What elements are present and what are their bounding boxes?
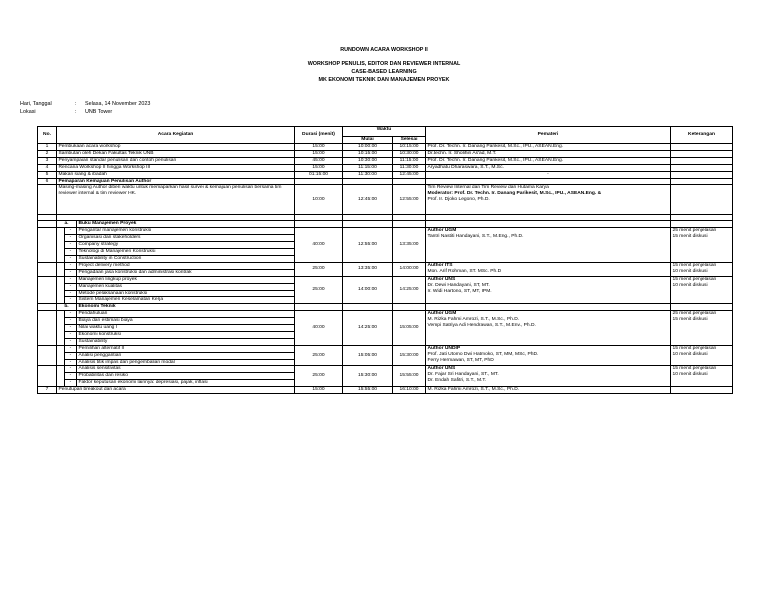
table-row: [38, 150, 733, 157]
doc-subtitle-1: WORKSHOP PENULIS, EDITOR DAN REVIEWER INTERNAL: [307, 61, 461, 67]
item-dash: -: [65, 228, 77, 235]
keterangan-line: 10 menit diskusi: [672, 372, 708, 378]
author-name: Dr. Endah Safitri, S.T., M.T.: [427, 378, 487, 384]
row-no: 4: [38, 164, 57, 171]
rundown-table: [37, 126, 733, 394]
row-no: [38, 345, 57, 366]
item-dash: -: [65, 255, 77, 262]
row-pemateri: [426, 304, 671, 311]
location-colon: :: [75, 109, 77, 115]
topic-item: Manajemen kualitas: [77, 283, 295, 290]
row-pemateri: [426, 262, 671, 276]
topic-item: Pemilihan alternatif II: [77, 345, 295, 352]
topic-item: Analisi penggantian: [77, 352, 295, 359]
row-keterangan: [671, 228, 733, 263]
row-selesai: [393, 221, 426, 228]
topic-item: Probabilitas dan resiko: [77, 373, 295, 380]
row-durasi: 15:00: [295, 150, 343, 157]
row-keterangan: [671, 221, 733, 228]
row-keterangan: [671, 262, 733, 276]
row-pemateri: [426, 221, 671, 228]
header-waktu: Waktu: [343, 127, 426, 137]
table-row: [38, 144, 733, 151]
author-name: Tantri Nastiti Handayani, S.T., M.Eng., Ph.D.: [427, 234, 524, 240]
topic-item: Sistem Manajemen Keselamatan Kerja: [77, 297, 295, 304]
table-row: [38, 345, 733, 352]
row-selesai: 11:30:00: [393, 164, 426, 171]
topic-item: Manajemen lingkup proyek: [77, 276, 295, 283]
row-selesai: 15:05:00: [393, 311, 426, 346]
row-no: 7: [38, 387, 57, 394]
info-location: [20, 109, 112, 116]
row-no: 6: [38, 178, 57, 185]
row-keterangan: [671, 150, 733, 157]
row-selesai: 10:30:00: [393, 150, 426, 157]
item-dash: -: [65, 359, 77, 366]
section-letter: a.: [57, 221, 77, 228]
row-acara: Penutupan breakout dan acara: [57, 387, 295, 394]
row-pemateri: [426, 178, 671, 185]
info-date: [20, 101, 150, 108]
row-no: [38, 366, 57, 387]
row-selesai: 13:35:00: [393, 228, 426, 263]
author-name: Ir. Widi Hartono, ST, MT, IPM.: [427, 288, 492, 294]
date-label: Hari, Tanggal: [20, 101, 52, 107]
keterangan-line: 25 menit penjelasan: [672, 311, 717, 317]
table-row: [38, 311, 733, 318]
header-selesai: Selesai: [393, 137, 426, 144]
item-dash: -: [65, 325, 77, 332]
item-dash: -: [65, 331, 77, 338]
topic-item: Company strategy: [77, 242, 295, 249]
row-acara: Makan siang & ibadah: [57, 171, 295, 178]
author-name: Vempi Satriya Adi Hendrawan, S.T., M.Env., Ph.D.: [427, 323, 536, 329]
author-name: Prof. Jati Utomo Dwi Hatmoko, ST, MM, MSc, PhD.: [427, 351, 539, 357]
row-mulai: 11:15:00: [343, 164, 393, 171]
keterangan-line: 15 menit penjelasan: [672, 345, 717, 351]
table-row: [38, 276, 733, 283]
row-pemateri: [426, 185, 671, 215]
row-durasi: 25:00: [295, 276, 343, 304]
item-dash: -: [65, 338, 77, 345]
header-mulai: Mulai: [343, 137, 393, 144]
table-row: [38, 221, 733, 228]
row-keterangan: [671, 178, 733, 185]
row-pemateri: [426, 276, 671, 304]
row-selesai: 12:45:00: [393, 171, 426, 178]
row-no: [38, 185, 57, 215]
row-keterangan: [671, 276, 733, 304]
indent-cell: [57, 228, 65, 263]
header-pemateri: Pemateri: [426, 127, 671, 144]
row-mulai: 12:55:00: [343, 228, 393, 263]
row-pemateri: Prof. Dr. Techn. Ir. Danang Parikesit, M.Sc., IPU., ASEAN.Eng.: [426, 157, 671, 164]
row-no: [38, 228, 57, 263]
item-dash: -: [65, 283, 77, 290]
pemateri-line: Tim Review Internal dan Tim Review dari Hutama Karya: [427, 185, 549, 191]
row-mulai: 11:30:00: [343, 171, 393, 178]
author-name: Ferry Hermawan, ST, MT, PhD: [427, 357, 494, 363]
row-pemateri: -: [426, 171, 671, 178]
table-row: [38, 304, 733, 311]
rundown-body: [38, 127, 733, 394]
row-durasi: [295, 178, 343, 185]
location-value: UNB Tower: [85, 109, 113, 115]
row-acara-heading: Pemaparan Kemajuan Penulisan Author: [57, 178, 295, 185]
row-durasi: 40:00: [295, 228, 343, 263]
row-no: [38, 262, 57, 276]
row-acara: Penyampaian standar penulisan dan contoh penulisan: [57, 157, 295, 164]
row-mulai: 14:25:00: [343, 311, 393, 346]
topic-item: Analisis titik impas dan pengembalian modal: [77, 359, 295, 366]
row-mulai: 15:05:00: [343, 345, 393, 366]
author-label: Author UGM: [427, 228, 457, 234]
author-name: Mon. Arif Rohman, ST. MSc. Ph.D: [427, 268, 502, 274]
row-durasi: 01:15:00: [295, 171, 343, 178]
row-mulai: 14:00:00: [343, 276, 393, 304]
row-mulai: 15:55:00: [343, 387, 393, 394]
topic-item: Sustainability: [77, 338, 295, 345]
item-dash: -: [65, 345, 77, 352]
row-durasi: 25:00: [295, 345, 343, 366]
topic-item: Teknologi di Manajemen Konstruksi: [77, 249, 295, 256]
topic-item: Faktor keputusan ekonomi lainnya: depresiasi, pajak, inflasi: [77, 380, 295, 387]
row-durasi: 15:00: [295, 144, 343, 151]
row-keterangan: [671, 171, 733, 178]
date-colon: :: [75, 101, 77, 107]
row-selesai: 15:55:00: [393, 366, 426, 387]
row-durasi: 25:00: [295, 366, 343, 387]
row-selesai: 16:10:00: [393, 387, 426, 394]
author-name: Dr. Fajar Sri Handayani, ST., MT.: [427, 372, 499, 378]
row-no: [38, 311, 57, 346]
row-mulai: 15:30:00: [343, 366, 393, 387]
topic-item: Organisasi dan stakeholders: [77, 235, 295, 242]
row-no: 2: [38, 150, 57, 157]
keterangan-line: 25 menit penjelasan: [672, 228, 717, 234]
row-keterangan: [671, 304, 733, 311]
row-acara-desc: Masing-masing Author diberi waktu untuk memaparkan hasil survei & kemajuan penulisan bersama tim reviewer internal & tim reviewer HK.: [57, 185, 295, 215]
author-name: Dr. Dewi Handayani, ST, MT.: [427, 282, 490, 288]
keterangan-line: 15 menit penjelasan: [672, 366, 717, 372]
row-durasi: 40:00: [295, 311, 343, 346]
row-pemateri: [426, 311, 671, 346]
row-keterangan: [671, 185, 733, 215]
row-no: 3: [38, 157, 57, 164]
item-dash: -: [65, 366, 77, 373]
row-mulai: [343, 178, 393, 185]
row-no: [38, 221, 57, 228]
row-selesai: [393, 178, 426, 185]
row-no: 1: [38, 144, 57, 151]
topic-item: Sustainability in Construction: [77, 255, 295, 262]
table-row: [38, 228, 733, 235]
table-row: [38, 157, 733, 164]
keterangan-line: 10 menit diskusi: [672, 282, 708, 288]
row-keterangan: [671, 157, 733, 164]
section-title: Buku Manajemen Proyek: [77, 221, 295, 228]
item-dash: -: [65, 352, 77, 359]
header-acara: Acara Kegiatan: [57, 127, 295, 144]
row-selesai: 14:00:00: [393, 262, 426, 276]
row-mulai: 12:45:00: [343, 185, 393, 215]
row-selesai: 10:15:00: [393, 144, 426, 151]
author-label: Author UNS: [427, 276, 456, 282]
row-selesai: 11:15:00: [393, 157, 426, 164]
item-dash: -: [65, 290, 77, 297]
item-dash: -: [65, 318, 77, 325]
item-dash: -: [65, 297, 77, 304]
topic-item: Ekonomi konstruksi: [77, 331, 295, 338]
row-keterangan: [671, 144, 733, 151]
topic-item: Pengantar manajemen konstruksi: [77, 228, 295, 235]
author-label: Author UGM: [427, 311, 457, 317]
row-mulai: [343, 221, 393, 228]
doc-subtitle-2: CASE-BASED LEARNING: [351, 69, 417, 75]
doc-title: RUNDOWN ACARA WORKSHOP II: [340, 47, 428, 53]
row-pemateri: M. Rizka Fahmi Amrozi, S.T., M.Sc., Ph.D.: [426, 387, 671, 394]
keterangan-line: 15 menit penjelasan: [672, 262, 717, 268]
header-keterangan: Keterangan: [671, 127, 733, 144]
item-dash: -: [65, 373, 77, 380]
topic-item: Pendahuluan: [77, 311, 295, 318]
section-title: Ekonomi Teknik: [77, 304, 295, 311]
table-row: [38, 366, 733, 373]
indent-cell: [57, 366, 65, 387]
topic-item: Nilai waktu uang I: [77, 325, 295, 332]
keterangan-line: 15 menit diskusi: [672, 317, 708, 323]
row-durasi: 15:00: [295, 387, 343, 394]
indent-cell: [57, 276, 65, 304]
row-selesai: 15:30:00: [393, 345, 426, 366]
topic-item: Pengadaan jasa konstruksi dan administrasi kontrak: [77, 269, 295, 276]
item-dash: -: [65, 380, 77, 387]
row-keterangan: [671, 366, 733, 387]
author-label: Author UNS: [427, 366, 456, 372]
row-keterangan: [671, 345, 733, 366]
table-row: [38, 387, 733, 394]
row-mulai: [343, 304, 393, 311]
location-label: Lokasi: [20, 109, 36, 115]
indent-cell: [57, 345, 65, 366]
table-row: [38, 164, 733, 171]
row-durasi: 45:00: [295, 157, 343, 164]
row-durasi: 15:00: [295, 164, 343, 171]
row-no: 5: [38, 171, 57, 178]
table-row: [38, 185, 733, 215]
item-dash: -: [65, 249, 77, 256]
topic-item: Project delivery method: [77, 262, 295, 269]
table-row: [38, 262, 733, 269]
row-selesai: 14:25:00: [393, 276, 426, 304]
row-mulai: 10:00:00: [343, 144, 393, 151]
row-keterangan: [671, 164, 733, 171]
row-mulai: 10:15:00: [343, 150, 393, 157]
row-pemateri: Prof. Dr. Techn. Ir. Danang Parikesit, M.Sc., IPU., ASEAN.Eng.: [426, 144, 671, 151]
pemateri-moderator: Moderator: Prof. Dr. Techn. Ir. Danang Parikesit, M.Sc., IPU., ASEAN.Eng. &: [427, 191, 602, 197]
row-acara: Sambutan oleh Dekan Fakultas Teknik UNB: [57, 150, 295, 157]
row-mulai: 13:35:00: [343, 262, 393, 276]
item-dash: -: [65, 269, 77, 276]
row-keterangan: [671, 387, 733, 394]
row-selesai: [393, 304, 426, 311]
row-pemateri: [426, 228, 671, 263]
row-selesai: 12:55:00: [393, 185, 426, 215]
row-durasi: 10:00: [295, 185, 343, 215]
row-durasi: 25:00: [295, 262, 343, 276]
row-acara: Rencana Workshop II hingga Workshop III: [57, 164, 295, 171]
indent-cell: [57, 311, 65, 346]
item-dash: -: [65, 235, 77, 242]
topic-item: Analisis sensitivitas: [77, 366, 295, 373]
header-no: No.: [38, 127, 57, 144]
header-durasi: Durasi (menit): [295, 127, 343, 144]
row-keterangan: [671, 311, 733, 346]
topic-item: Metode pelaksanaan konstruksi: [77, 290, 295, 297]
author-label: Author UNDIP: [427, 345, 461, 351]
row-pemateri: [426, 345, 671, 366]
section-letter: b.: [57, 304, 77, 311]
row-no: [38, 304, 57, 311]
keterangan-line: 15 menit penjelasan: [672, 276, 717, 282]
row-acara: Pembukaan acara workshop: [57, 144, 295, 151]
item-dash: -: [65, 276, 77, 283]
topic-item: Biaya dan estimasi biaya: [77, 318, 295, 325]
row-durasi: [295, 304, 343, 311]
row-mulai: 10:30:00: [343, 157, 393, 164]
date-value: Selasa, 14 November 2023: [85, 101, 151, 107]
author-label: Author ITS: [427, 262, 453, 268]
table-row: [38, 178, 733, 185]
keterangan-line: 10 menit diskusi: [672, 268, 708, 274]
table-row: [38, 171, 733, 178]
doc-subtitle-3: MK EKONOMI TEKNIK DAN MANAJEMEN PROYEK: [318, 77, 450, 83]
row-pemateri: Dr.techn. Ir. Sholihin As'ad, M.T.: [426, 150, 671, 157]
indent-cell: [57, 262, 65, 276]
author-name: M. Rizka Fahmi Amrozi, S.T., M.Sc., Ph.D.: [427, 317, 520, 323]
pemateri-line: Prof. Ir. Djoko Legono, Ph.D.: [427, 197, 490, 203]
item-dash: -: [65, 262, 77, 269]
row-no: [38, 276, 57, 304]
item-dash: -: [65, 242, 77, 249]
keterangan-line: 10 menit diskusi: [672, 351, 708, 357]
item-dash: -: [65, 311, 77, 318]
keterangan-line: 15 menit diskusi: [672, 234, 708, 240]
row-durasi: [295, 221, 343, 228]
row-pemateri: [426, 366, 671, 387]
row-pemateri: Aryadhatu Dharaswara, S.T., M.Sc.: [426, 164, 671, 171]
